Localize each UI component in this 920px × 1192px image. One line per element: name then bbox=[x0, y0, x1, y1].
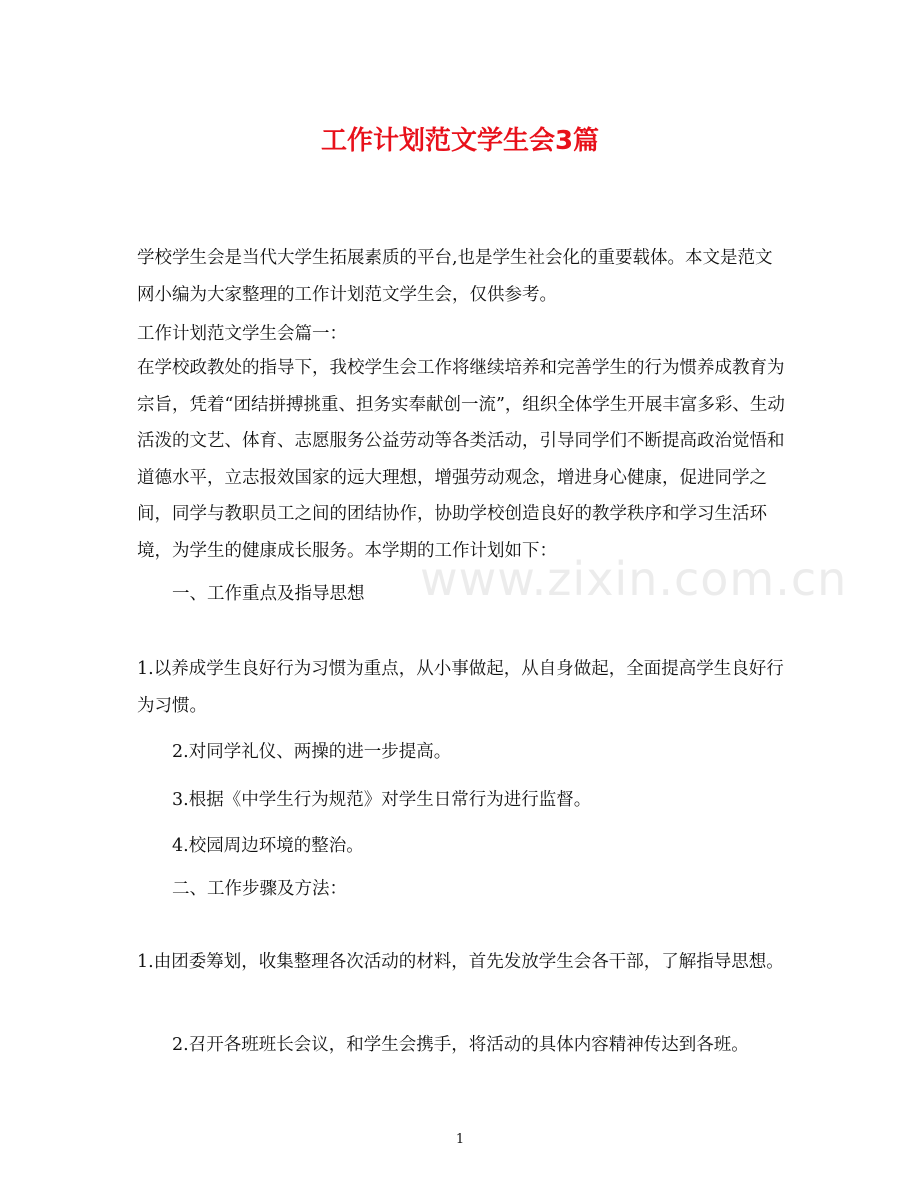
part1-item-3: 3.根据《中学生行为规范》对学生日常行为进行监督。 bbox=[172, 790, 592, 810]
watermark: www.zixin.com.cn bbox=[420, 552, 848, 606]
part2-heading: 二、工作步骤及方法： bbox=[172, 879, 347, 899]
part1-heading: 一、工作重点及指导思想 bbox=[172, 584, 365, 604]
intro-paragraph: 学校学生会是当代大学生拓展素质的平台,也是学生社会化的重要载体。本文是范文网小编为大家整理的工作计划范文学生会，仅供参考。 bbox=[137, 248, 773, 305]
part2-item-2: 2.召开各班班长会议，和学生会携手，将活动的具体内容精神传达到各班。 bbox=[172, 1035, 749, 1055]
section1-body: 在学校政教处的指导下，我校学生会工作将继续培养和完善学生的行为惯养成教育为宗旨，凭着“团结拼搏挑重、担务实奉献创一流”，组织全体学生开展丰富多彩、生动活泼的文艺、体育、志愿服务公益劳动等各类活动，引导同学们不断提高政治觉悟和道德水平，立志报效国家的远大理想，增强劳动观念，增进身心健康，促进同学之间，同学与教职员工之间的团结协作，协助学校创造良好的教学秩序和学习生活环境，为学生的健康成长服务。本学期的工作计划如下： bbox=[137, 358, 785, 561]
section1-heading: 工作计划范文学生会篇一： bbox=[137, 324, 347, 344]
part1-item-2: 2.对同学礼仪、两操的进一步提高。 bbox=[172, 742, 452, 762]
page-number: 1 bbox=[455, 1132, 465, 1147]
part2-item-1: 1.由团委筹划，收集整理各次活动的材料，首先发放学生会各干部，了解指导思想。 bbox=[137, 952, 784, 972]
part1-item-1: 1.以养成学生良好行为习惯为重点，从小事做起，从自身做起，全面提高学生良好行为习惯。 bbox=[137, 659, 784, 716]
part1-item-4: 4.校园周边环境的整治。 bbox=[172, 836, 364, 856]
document-title: 工作计划范文学生会3篇 bbox=[320, 126, 600, 156]
